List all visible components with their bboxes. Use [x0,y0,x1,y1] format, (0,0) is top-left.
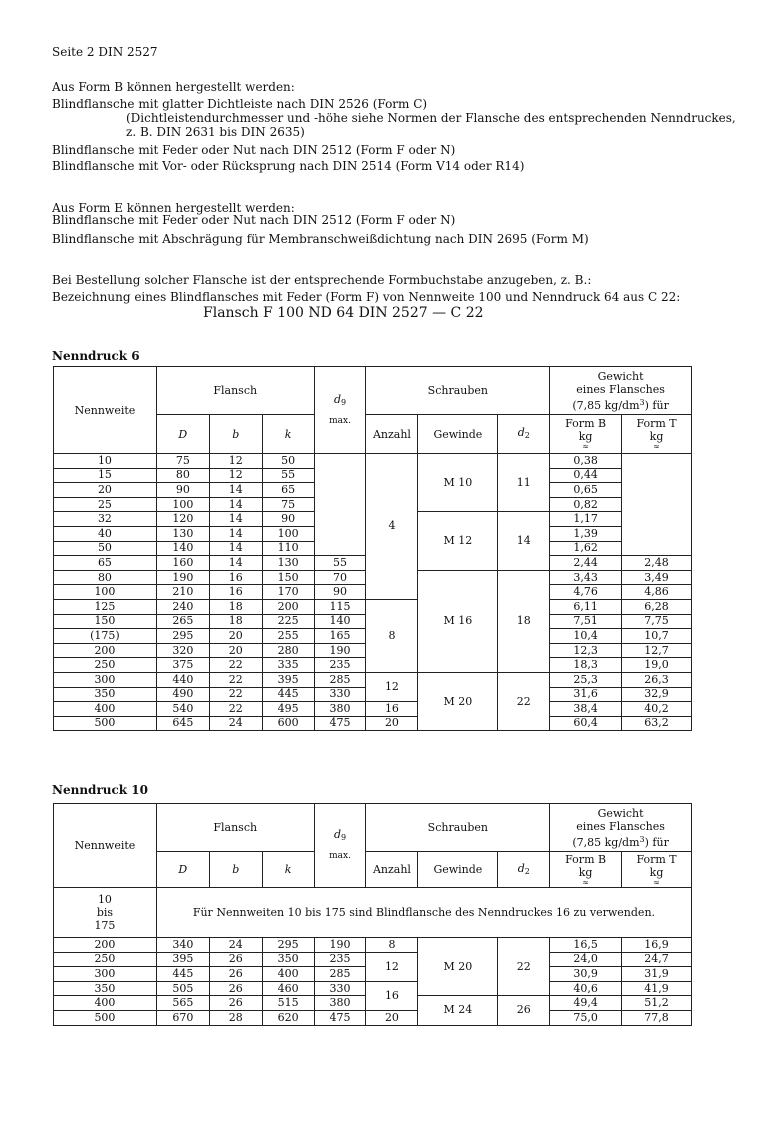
cell-anzahl: 16 [366,981,418,1010]
cell-D: 130 [156,526,209,541]
table-row [54,716,692,731]
cell-anzahl: 8 [366,938,418,953]
table-nenndruck-6 [53,366,692,731]
header-b: b [209,415,262,454]
cell-d9: 190 [314,938,366,953]
cell-anzahl: 12 [366,672,418,701]
cell-gewinde: M 10 [418,454,498,512]
cell-d9: 330 [314,981,366,996]
cell-D: 440 [156,672,209,687]
cell-weight-form-t: 51,2 [622,996,692,1011]
header-k: k [262,415,314,454]
cell-D: 670 [156,1010,209,1025]
cell-D: 80 [156,468,209,483]
cell-weight-form-t: 7,75 [622,614,692,629]
cell-weight-form-t: 26,3 [622,672,692,687]
cell-k: 295 [262,938,314,953]
cell-k: 350 [262,952,314,967]
cell-nennweite: 300 [54,967,157,982]
cell-k: 200 [262,599,314,614]
cell-d9: 380 [314,996,366,1011]
cell-nennweite: 15 [54,468,157,483]
cell-D: 395 [156,952,209,967]
cell-weight-form-b: 60,4 [550,716,622,731]
cell-b: 14 [209,526,262,541]
cell-weight-form-t: 2,48 [622,556,692,571]
header-anzahl: Anzahl [366,852,418,888]
cell-nennweite: 350 [54,687,157,702]
cell-weight-form-b: 38,4 [550,702,622,717]
header-form-t: Form T kg ≈ [622,415,692,454]
cell-d9: 235 [314,952,366,967]
cell-nennweite: 250 [54,658,157,673]
intro-form-e-heading: Aus Form E können hergestellt werden: [52,201,295,215]
cell-D: 75 [156,454,209,469]
cell-d2: 22 [498,938,550,996]
cell-D: 140 [156,541,209,556]
cell-nennweite: 10 [54,454,157,469]
cell-weight-form-b: 3,43 [550,570,622,585]
cell-gewinde: M 12 [418,512,498,570]
cell-weight-form-b: 7,51 [550,614,622,629]
cell-d9: 115 [314,599,366,614]
cell-weight-form-t: 24,7 [622,952,692,967]
cell-D: 340 [156,938,209,953]
intro-line: Blindflansche mit glatter Dichtleiste nach DIN 2526 (Form C) [52,97,428,111]
cell-D: 240 [156,599,209,614]
cell-D: 295 [156,629,209,644]
table-row [54,454,692,469]
cell-anzahl: 12 [366,952,418,981]
cell-nennweite: 125 [54,599,157,614]
cell-weight-form-b: 10,4 [550,629,622,644]
cell-weight-form-t: 19,0 [622,658,692,673]
cell-k: 620 [262,1010,314,1025]
cell-d9: 285 [314,967,366,982]
cell-weight-form-b: 1,62 [550,541,622,556]
cell-weight-form-t: 63,2 [622,716,692,731]
header-schrauben: Schrauben [366,367,550,415]
cell-k: 395 [262,672,314,687]
cell-weight-form-b: 4,76 [550,585,622,600]
cell-nennweite: 500 [54,1010,157,1025]
cell-nennweite: (175) [54,629,157,644]
cell-b: 12 [209,468,262,483]
cell-weight-form-b: 40,6 [550,981,622,996]
cell-k: 225 [262,614,314,629]
header-form-t: Form T kg ≈ [622,852,692,888]
cell-weight-form-b: 2,44 [550,556,622,571]
table-row [54,981,692,996]
cell-weight-form-t: 32,9 [622,687,692,702]
cell-b: 24 [209,716,262,731]
intro-line: (Dichtleistendurchmesser und -höhe siehe Normen der Flansche des entsprechenden Nenndruckes, [126,111,736,125]
cell-b: 16 [209,570,262,585]
cell-anzahl: 20 [366,716,418,731]
cell-nennweite: 350 [54,981,157,996]
cell-D: 210 [156,585,209,600]
cell-k: 600 [262,716,314,731]
cell-weight-form-b: 12,3 [550,643,622,658]
header-flansch: Flansch [156,804,314,852]
cell-D: 190 [156,570,209,585]
cell-D: 160 [156,556,209,571]
cell-nennweite: 150 [54,614,157,629]
cell-d9: 285 [314,672,366,687]
cell-weight-form-b: 0,38 [550,454,622,469]
cell-weight-form-b: 1,39 [550,526,622,541]
cell-b: 12 [209,454,262,469]
cell-nennweite: 400 [54,702,157,717]
cell-b: 18 [209,599,262,614]
cell-D: 100 [156,497,209,512]
cell-d9: 55 [314,556,366,571]
header-form-b: Form B kg ≈ [550,852,622,888]
cell-anzahl: 4 [366,454,418,600]
cell-d2: 14 [498,512,550,570]
cell-b: 26 [209,996,262,1011]
cell-d9: 70 [314,570,366,585]
cell-weight-form-b: 1,17 [550,512,622,527]
cell-b: 22 [209,702,262,717]
header-gewicht: Gewicht eines Flansches (7,85 $kg/dm^3$) für [550,804,692,852]
cell-k: 75 [262,497,314,512]
page-header: Seite 2 DIN 2527 [52,45,158,59]
cell-weight-form-b: 30,9 [550,967,622,982]
cell-b: 14 [209,512,262,527]
header-d2: $d_2$ [498,852,550,888]
cell-weight-form-t: 41,9 [622,981,692,996]
table6-title: Nenndruck 6 [52,349,140,363]
cell-b: 18 [209,614,262,629]
cell-b: 20 [209,629,262,644]
header-anzahl: Anzahl [366,415,418,454]
header-nennweite: Nennweite [54,804,157,888]
cell-weight-form-t: 6,28 [622,599,692,614]
header-D: D [156,852,209,888]
cell-k: 255 [262,629,314,644]
cell-d9: 90 [314,585,366,600]
header-d2: $d_2$ [498,415,550,454]
cell-b: 22 [209,672,262,687]
cell-k: 445 [262,687,314,702]
table-row [54,599,692,614]
cell-nennweite: 300 [54,672,157,687]
cell-b: 14 [209,541,262,556]
cell-b: 26 [209,952,262,967]
cell-weight-form-t: 31,9 [622,967,692,982]
cell-weight-form-t: 77,8 [622,1010,692,1025]
cell-d2: 22 [498,672,550,730]
note-use-nd16: Für Nennweiten 10 bis 175 sind Blindflansche des Nenndruckes 16 zu verwenden. [156,888,691,938]
cell-k: 170 [262,585,314,600]
cell-weight-form-b: 24,0 [550,952,622,967]
cell-weight-form-t: 3,49 [622,570,692,585]
table-row [54,672,692,687]
cell-weight-form-t-empty [622,454,692,556]
cell-nennweite: 200 [54,938,157,953]
note-nennweite-range: 10 bis 175 [54,888,157,938]
intro-line: z. B. DIN 2631 bis DIN 2635) [126,125,305,139]
cell-weight-form-b: 16,5 [550,938,622,953]
cell-weight-form-t: 16,9 [622,938,692,953]
cell-weight-form-b: 75,0 [550,1010,622,1025]
cell-anzahl: 16 [366,702,418,717]
cell-d2: 11 [498,454,550,512]
cell-k: 55 [262,468,314,483]
cell-b: 28 [209,1010,262,1025]
cell-D: 490 [156,687,209,702]
cell-D: 320 [156,643,209,658]
header-d9: $d_9$ max. [314,804,366,888]
cell-D: 540 [156,702,209,717]
cell-d9-empty [314,454,366,556]
header-gewicht: Gewicht eines Flansches (7,85 $kg/dm^3$) für [550,367,692,415]
cell-k: 90 [262,512,314,527]
cell-k: 400 [262,967,314,982]
header-gewinde: Gewinde [418,415,498,454]
cell-k: 515 [262,996,314,1011]
header-gewinde: Gewinde [418,852,498,888]
cell-D: 90 [156,483,209,498]
cell-k: 110 [262,541,314,556]
cell-k: 460 [262,981,314,996]
cell-d2: 26 [498,996,550,1025]
cell-d9: 165 [314,629,366,644]
table10-title: Nenndruck 10 [52,783,148,797]
order-note: Bei Bestellung solcher Flansche ist der entsprechende Formbuchstabe anzugeben, z. B.: [52,273,592,287]
header-k: k [262,852,314,888]
cell-k: 280 [262,643,314,658]
cell-b: 22 [209,658,262,673]
intro-line: Blindflansche mit Vor- oder Rücksprung nach DIN 2514 (Form V14 oder R14) [52,159,525,173]
cell-anzahl: 8 [366,599,418,672]
cell-weight-form-b: 31,6 [550,687,622,702]
table-row [54,952,692,967]
header-form-b: Form B kg ≈ [550,415,622,454]
cell-k: 335 [262,658,314,673]
cell-weight-form-b: 0,65 [550,483,622,498]
header-nennweite: Nennweite [54,367,157,454]
cell-b: 14 [209,497,262,512]
intro-line: Blindflansche mit Feder oder Nut nach DIN 2512 (Form F oder N) [52,143,456,157]
table-row [54,702,692,717]
cell-nennweite: 65 [54,556,157,571]
cell-d9: 140 [314,614,366,629]
cell-b: 20 [209,643,262,658]
cell-d2: 18 [498,570,550,672]
cell-gewinde: M 16 [418,570,498,672]
header-d9: $d_9$ max. [314,367,366,454]
cell-D: 505 [156,981,209,996]
cell-weight-form-b: 6,11 [550,599,622,614]
cell-b: 14 [209,483,262,498]
cell-D: 375 [156,658,209,673]
cell-weight-form-t: 12,7 [622,643,692,658]
cell-b: 26 [209,981,262,996]
cell-gewinde: M 24 [418,996,498,1025]
cell-nennweite: 50 [54,541,157,556]
table-row [54,1010,692,1025]
cell-D: 565 [156,996,209,1011]
cell-weight-form-b: 49,4 [550,996,622,1011]
cell-gewinde: M 20 [418,672,498,730]
cell-nennweite: 500 [54,716,157,731]
table-row [54,938,692,953]
cell-b: 24 [209,938,262,953]
cell-d9: 235 [314,658,366,673]
cell-weight-form-b: 0,44 [550,468,622,483]
cell-d9: 190 [314,643,366,658]
intro-form-b-heading: Aus Form B können hergestellt werden: [52,80,295,94]
cell-nennweite: 32 [54,512,157,527]
cell-gewinde: M 20 [418,938,498,996]
cell-D: 265 [156,614,209,629]
header-flansch: Flansch [156,367,314,415]
cell-D: 645 [156,716,209,731]
cell-nennweite: 100 [54,585,157,600]
cell-nennweite: 400 [54,996,157,1011]
cell-d9: 380 [314,702,366,717]
cell-weight-form-b: 18,3 [550,658,622,673]
cell-weight-form-t: 4,86 [622,585,692,600]
cell-nennweite: 40 [54,526,157,541]
cell-weight-form-t: 10,7 [622,629,692,644]
header-schrauben: Schrauben [366,804,550,852]
cell-weight-form-t: 40,2 [622,702,692,717]
header-D: D [156,415,209,454]
cell-k: 130 [262,556,314,571]
cell-anzahl: 20 [366,1010,418,1025]
cell-nennweite: 250 [54,952,157,967]
cell-weight-form-b: 25,3 [550,672,622,687]
cell-D: 120 [156,512,209,527]
cell-d9: 475 [314,716,366,731]
designation-example: Flansch F 100 ND 64 DIN 2527 — C 22 [203,305,484,321]
cell-b: 16 [209,585,262,600]
cell-nennweite: 80 [54,570,157,585]
cell-nennweite: 25 [54,497,157,512]
cell-nennweite: 20 [54,483,157,498]
cell-b: 14 [209,556,262,571]
header-b: b [209,852,262,888]
cell-d9: 475 [314,1010,366,1025]
cell-k: 65 [262,483,314,498]
table-nenndruck-10 [53,803,692,1026]
designation-note: Bezeichnung eines Blindflansches mit Feder (Form F) von Nennweite 100 und Nenndruck 64 aus C 22: [52,290,681,304]
cell-weight-form-b: 0,82 [550,497,622,512]
cell-b: 22 [209,687,262,702]
cell-nennweite: 200 [54,643,157,658]
cell-k: 50 [262,454,314,469]
cell-d9: 330 [314,687,366,702]
intro-line: Blindflansche mit Feder oder Nut nach DIN 2512 (Form F oder N) [52,213,456,227]
cell-k: 100 [262,526,314,541]
cell-D: 445 [156,967,209,982]
cell-k: 150 [262,570,314,585]
cell-b: 26 [209,967,262,982]
cell-k: 495 [262,702,314,717]
intro-line: Blindflansche mit Abschrägung für Membranschweißdichtung nach DIN 2695 (Form M) [52,232,589,246]
